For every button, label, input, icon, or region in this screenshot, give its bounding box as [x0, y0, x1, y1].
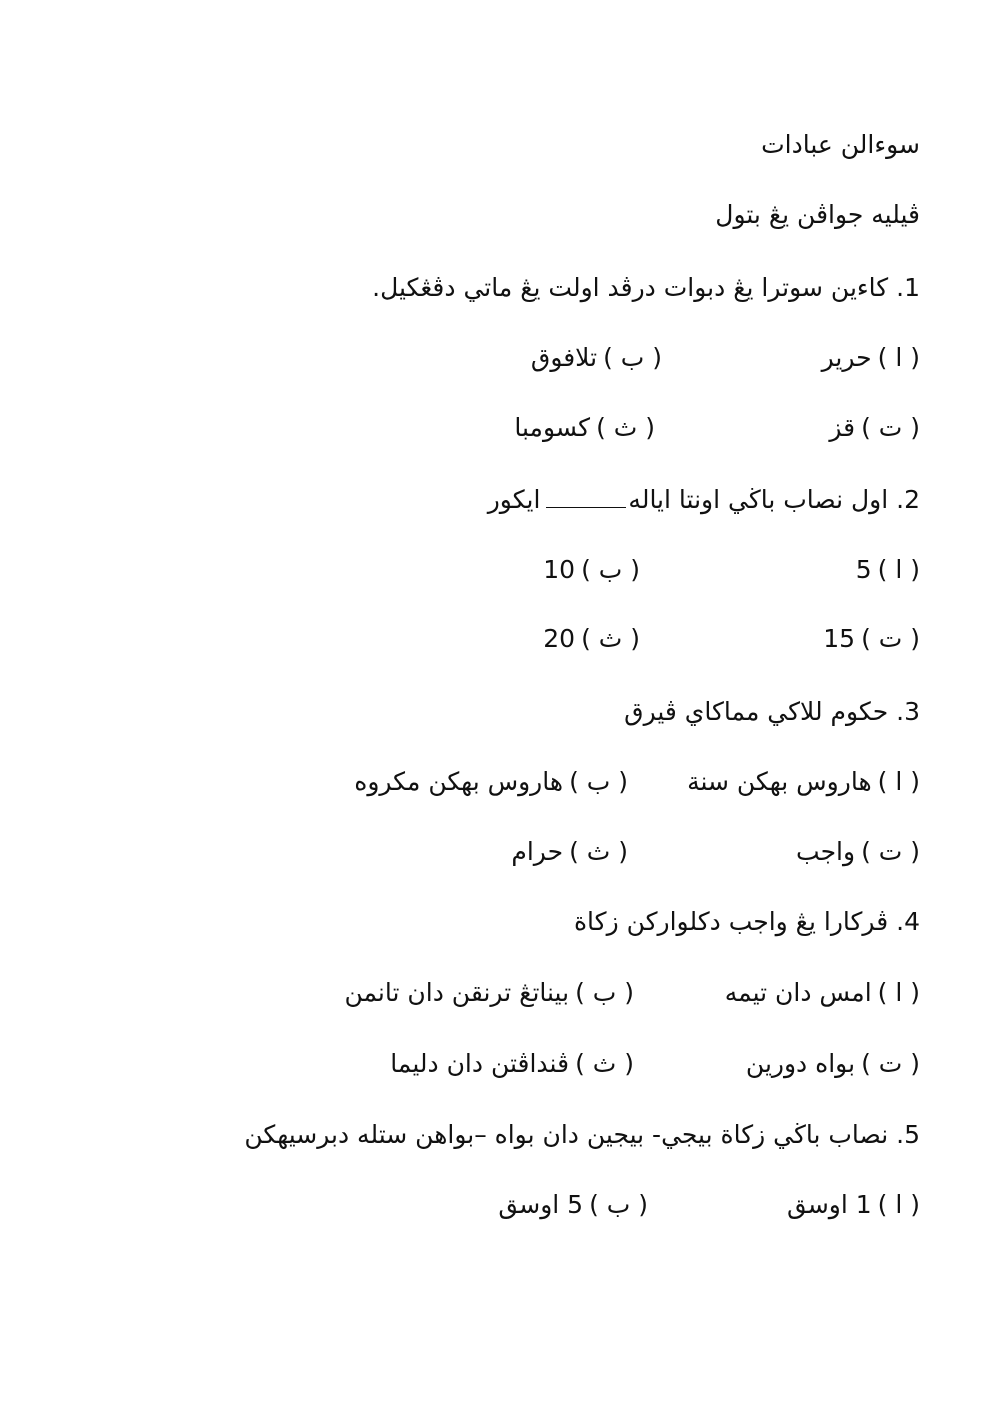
question-number: 4.	[896, 907, 920, 936]
option-text: 15	[823, 624, 856, 653]
question-text-suffix: ايكور	[487, 485, 541, 514]
option-text: بواه دورين	[745, 1049, 856, 1078]
option-marker: ( ث )	[569, 837, 628, 866]
question-3-option-a[interactable]	[687, 764, 920, 800]
option-text: حرير	[821, 343, 872, 372]
option-marker: ( ت )	[861, 413, 920, 442]
option-text: 1 اوسق	[786, 1190, 872, 1219]
question-3	[624, 694, 920, 730]
option-marker: ( ب )	[581, 555, 640, 584]
option-marker: ( ب )	[569, 767, 628, 796]
question-1-option-c[interactable]	[829, 410, 920, 446]
question-text: نصاب باڬي زكاة بيجي- بيجين دان بواه –بواهن ستله دبرسيهکن	[244, 1120, 889, 1149]
option-marker: ( ب )	[603, 343, 662, 372]
option-text: بيناتڠ ترنقن دان تانمن	[344, 978, 570, 1007]
question-2-option-d[interactable]	[543, 621, 640, 657]
option-marker: ( ا )	[877, 1190, 920, 1219]
option-text: 5	[855, 555, 872, 584]
question-2-option-a[interactable]	[856, 552, 920, 588]
option-marker: ( ت )	[861, 1049, 920, 1078]
option-text: 10	[543, 555, 576, 584]
question-3-option-b[interactable]	[354, 764, 628, 800]
option-text: كسومبا	[514, 413, 591, 442]
question-4-option-d[interactable]	[390, 1046, 634, 1082]
question-1-option-a[interactable]	[822, 340, 920, 376]
option-text: واجب	[796, 837, 856, 866]
answer-blank	[546, 485, 626, 508]
option-text: 5 اوسق	[498, 1190, 584, 1219]
question-text: حكوم للاكي مماكاي ڤيرق	[624, 697, 889, 726]
question-number: 1.	[896, 273, 920, 302]
option-marker: ( ا )	[877, 343, 920, 372]
question-1	[372, 270, 920, 306]
question-2	[488, 482, 920, 518]
question-4-option-b[interactable]	[344, 975, 634, 1011]
question-text: ڤركارا يڠ واجب دكلواركن زكاة	[573, 907, 889, 936]
option-marker: ( ب )	[589, 1190, 648, 1219]
question-text: اول نصاب باڬي اونتا اياله	[628, 485, 889, 514]
option-text: ڤنداڤتن دان دليما	[390, 1049, 570, 1078]
question-2-option-c[interactable]	[823, 621, 920, 657]
option-marker: ( ا )	[877, 767, 920, 796]
question-5-option-a[interactable]	[787, 1187, 920, 1223]
option-marker: ( ت )	[861, 837, 920, 866]
question-5	[244, 1117, 920, 1153]
option-text: حرام	[511, 837, 564, 866]
question-3-option-c[interactable]	[796, 834, 920, 870]
option-text: امس دان تيمه	[724, 978, 872, 1007]
option-text: تلافوق	[530, 343, 598, 372]
question-number: 5.	[896, 1120, 920, 1149]
question-number: 3.	[896, 697, 920, 726]
option-marker: ( ب )	[575, 978, 634, 1007]
option-marker: ( ث )	[581, 624, 640, 653]
option-marker: ( ت )	[861, 624, 920, 653]
question-2-option-b[interactable]	[543, 552, 640, 588]
question-4-option-c[interactable]	[746, 1046, 920, 1082]
question-4	[574, 904, 920, 940]
worksheet-title: سوءالن عبادات	[761, 130, 920, 159]
option-text: هاروس بهکن سنة	[687, 767, 872, 796]
option-marker: ( ا )	[877, 555, 920, 584]
option-marker: ( ا )	[877, 978, 920, 1007]
question-text: كاءين سوترا يڠ دبوات درڤد اولت يڠ ماتي دڤڠكيل.	[372, 273, 889, 302]
option-text: قز	[829, 413, 856, 442]
option-marker: ( ث )	[596, 413, 655, 442]
option-text: 20	[543, 624, 576, 653]
question-5-option-b[interactable]	[498, 1187, 648, 1223]
worksheet-instruction: ڤيليه جواڤن يڠ بتول	[715, 200, 920, 229]
question-3-option-d[interactable]	[511, 834, 628, 870]
question-number: 2.	[896, 485, 920, 514]
question-4-option-a[interactable]	[725, 975, 920, 1011]
option-marker: ( ث )	[575, 1049, 634, 1078]
question-1-option-d[interactable]	[514, 410, 655, 446]
question-1-option-b[interactable]	[531, 340, 662, 376]
option-text: هاروس بهکن مكروه	[354, 767, 564, 796]
